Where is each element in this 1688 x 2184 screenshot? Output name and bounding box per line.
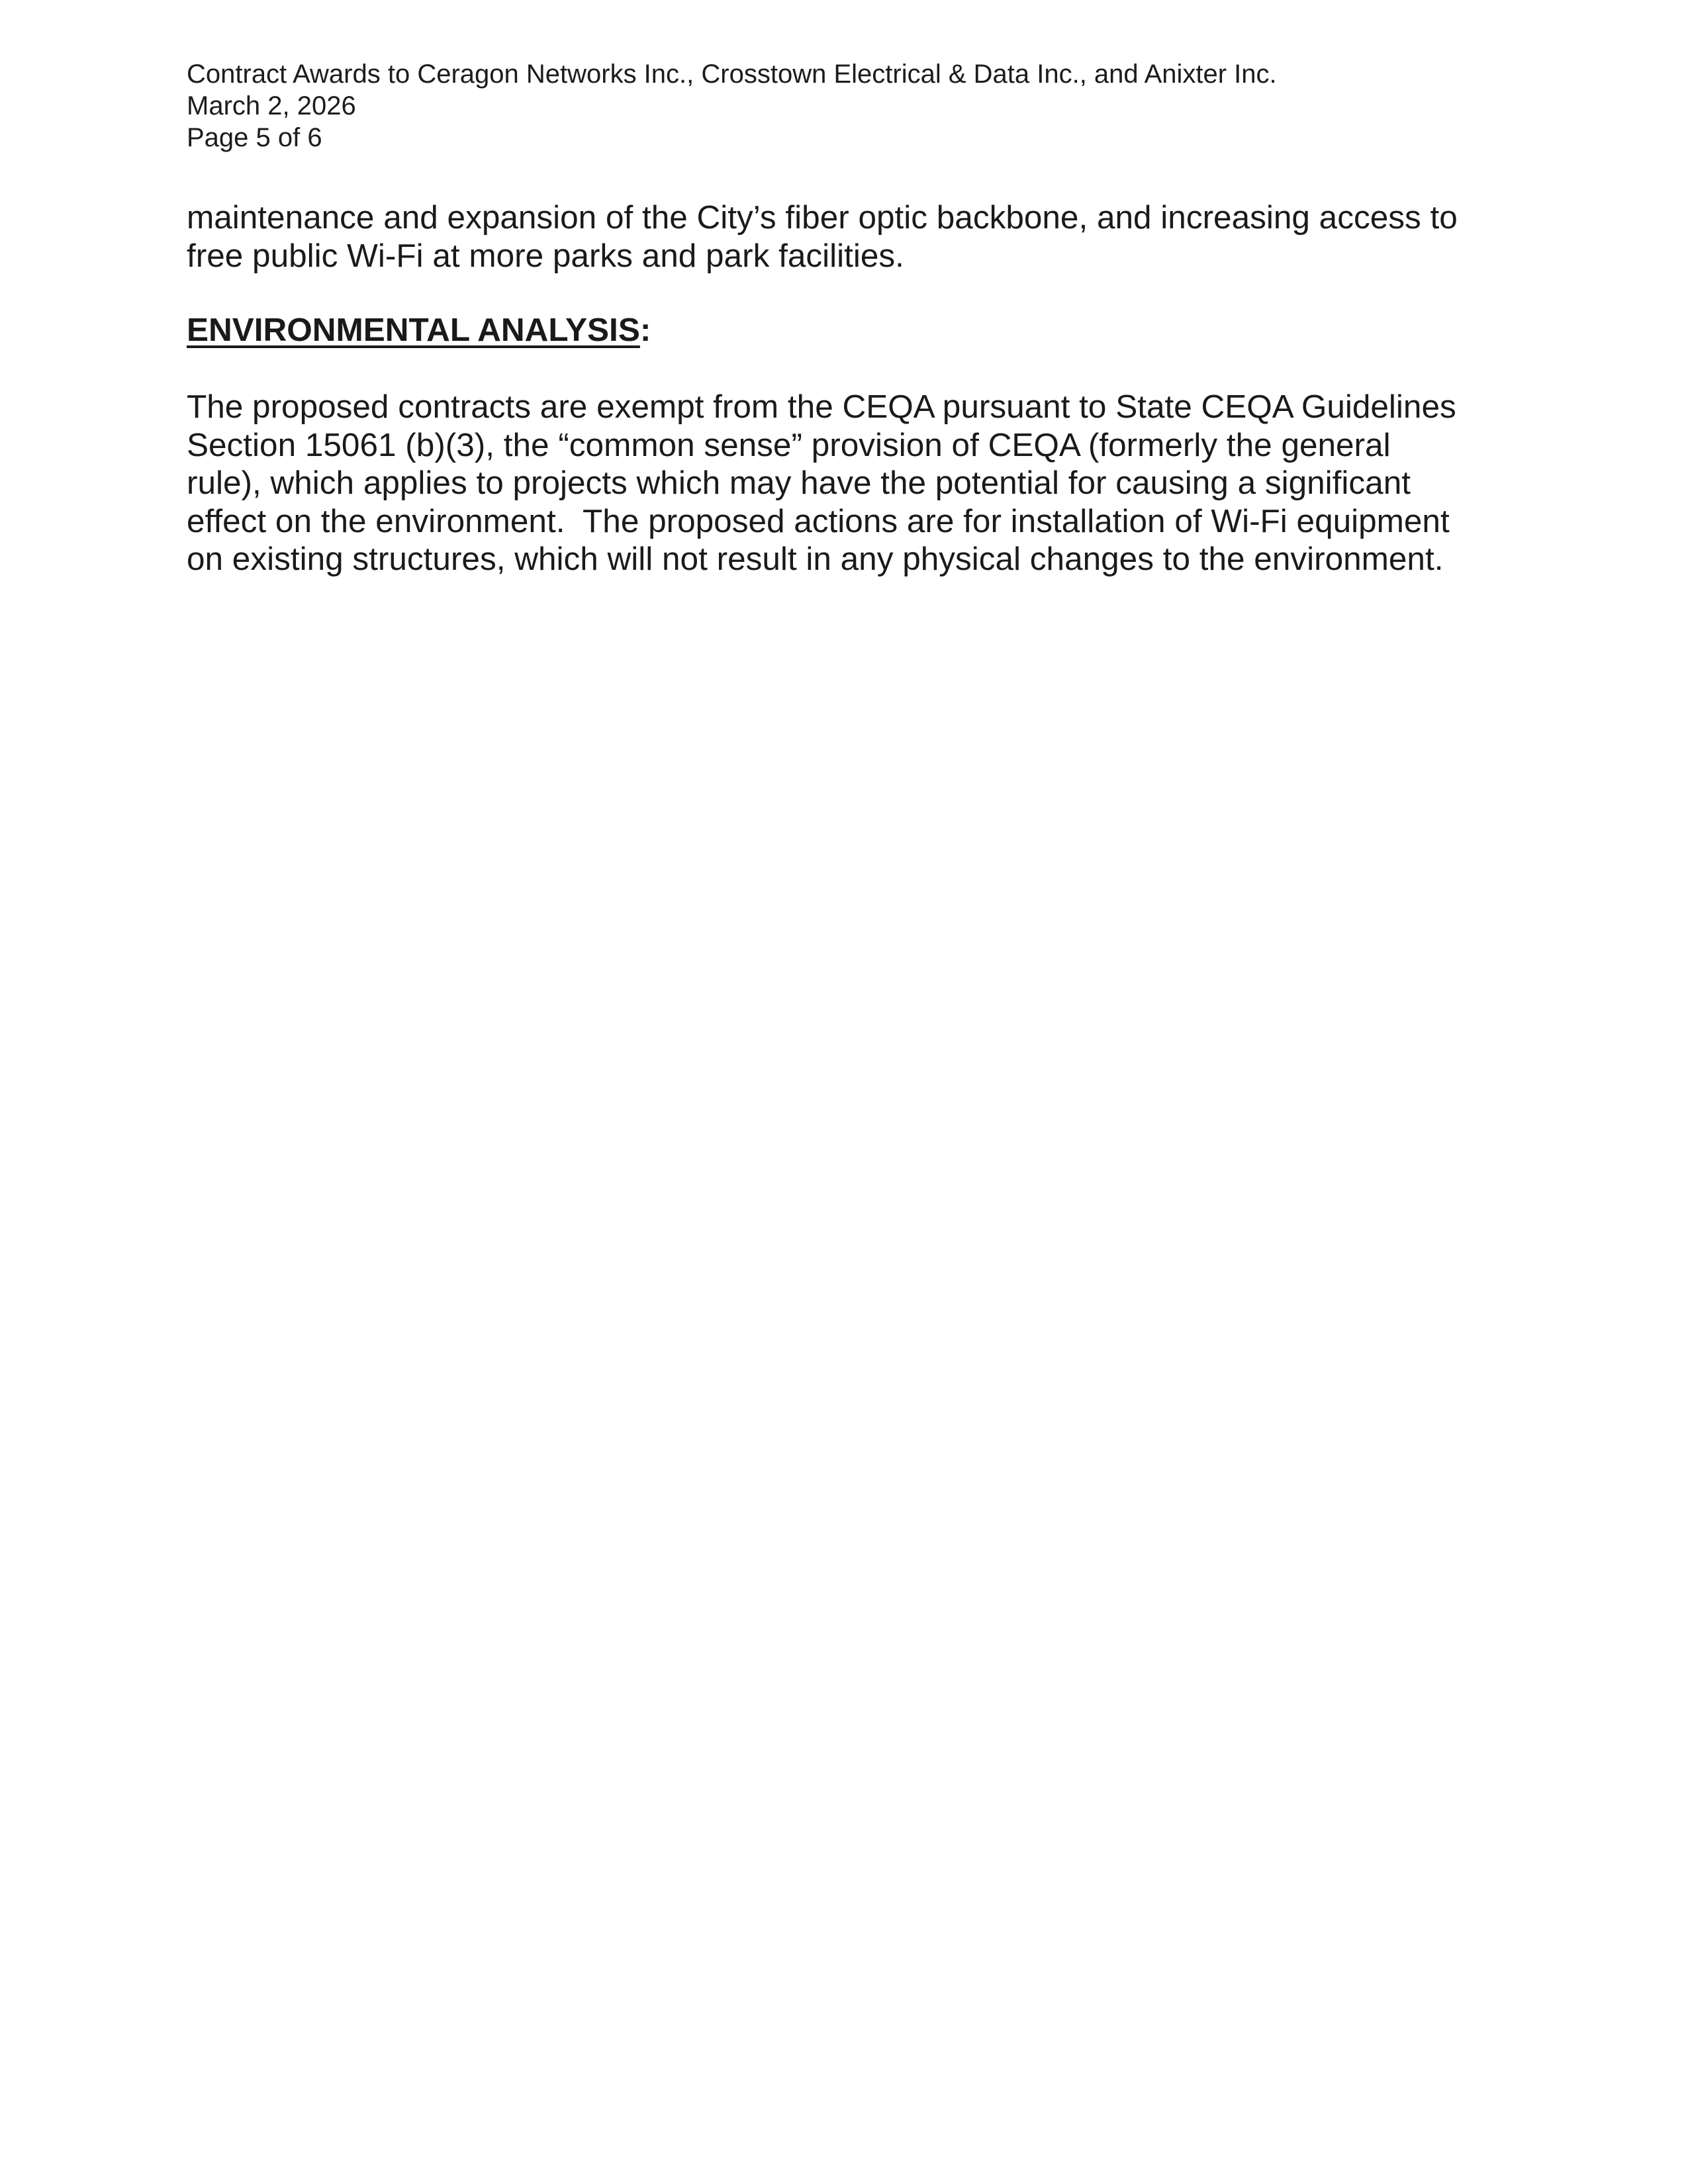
heading-text: ENVIRONMENTAL ANALYSIS (187, 312, 640, 348)
paragraph-line: free public Wi-Fi at more parks and park facilities. (187, 237, 904, 274)
header-date: March 2, 2026 (187, 91, 356, 120)
environmental-analysis-heading (187, 311, 651, 349)
paragraph-line: maintenance and expansion of the City’s fiber optic backbone, and increasing access to (187, 199, 1458, 236)
paragraph-line: The proposed contracts are exempt from the CEQA pursuant to State CEQA Guidelines (187, 388, 1456, 425)
continuation-paragraph (187, 199, 1504, 275)
paragraph-line: effect on the environment. The proposed actions are for installation of Wi-Fi equipment (187, 502, 1450, 539)
paragraph-line: rule), which applies to projects which may have the potential for causing a significant (187, 465, 1411, 501)
environmental-analysis-paragraph (187, 388, 1504, 578)
paragraph-line: on existing structures, which will not result in any physical changes to the environment. (187, 541, 1444, 577)
page-header (187, 58, 1511, 154)
paragraph-line: Section 15061 (b)(3), the “common sense” provision of CEQA (formerly the general (187, 426, 1391, 463)
header-page-number: Page 5 of 6 (187, 123, 322, 152)
heading-colon: : (639, 312, 651, 348)
header-title: Contract Awards to Ceragon Networks Inc., Crosstown Electrical & Data Inc., and Anixter Inc. (187, 60, 1277, 89)
